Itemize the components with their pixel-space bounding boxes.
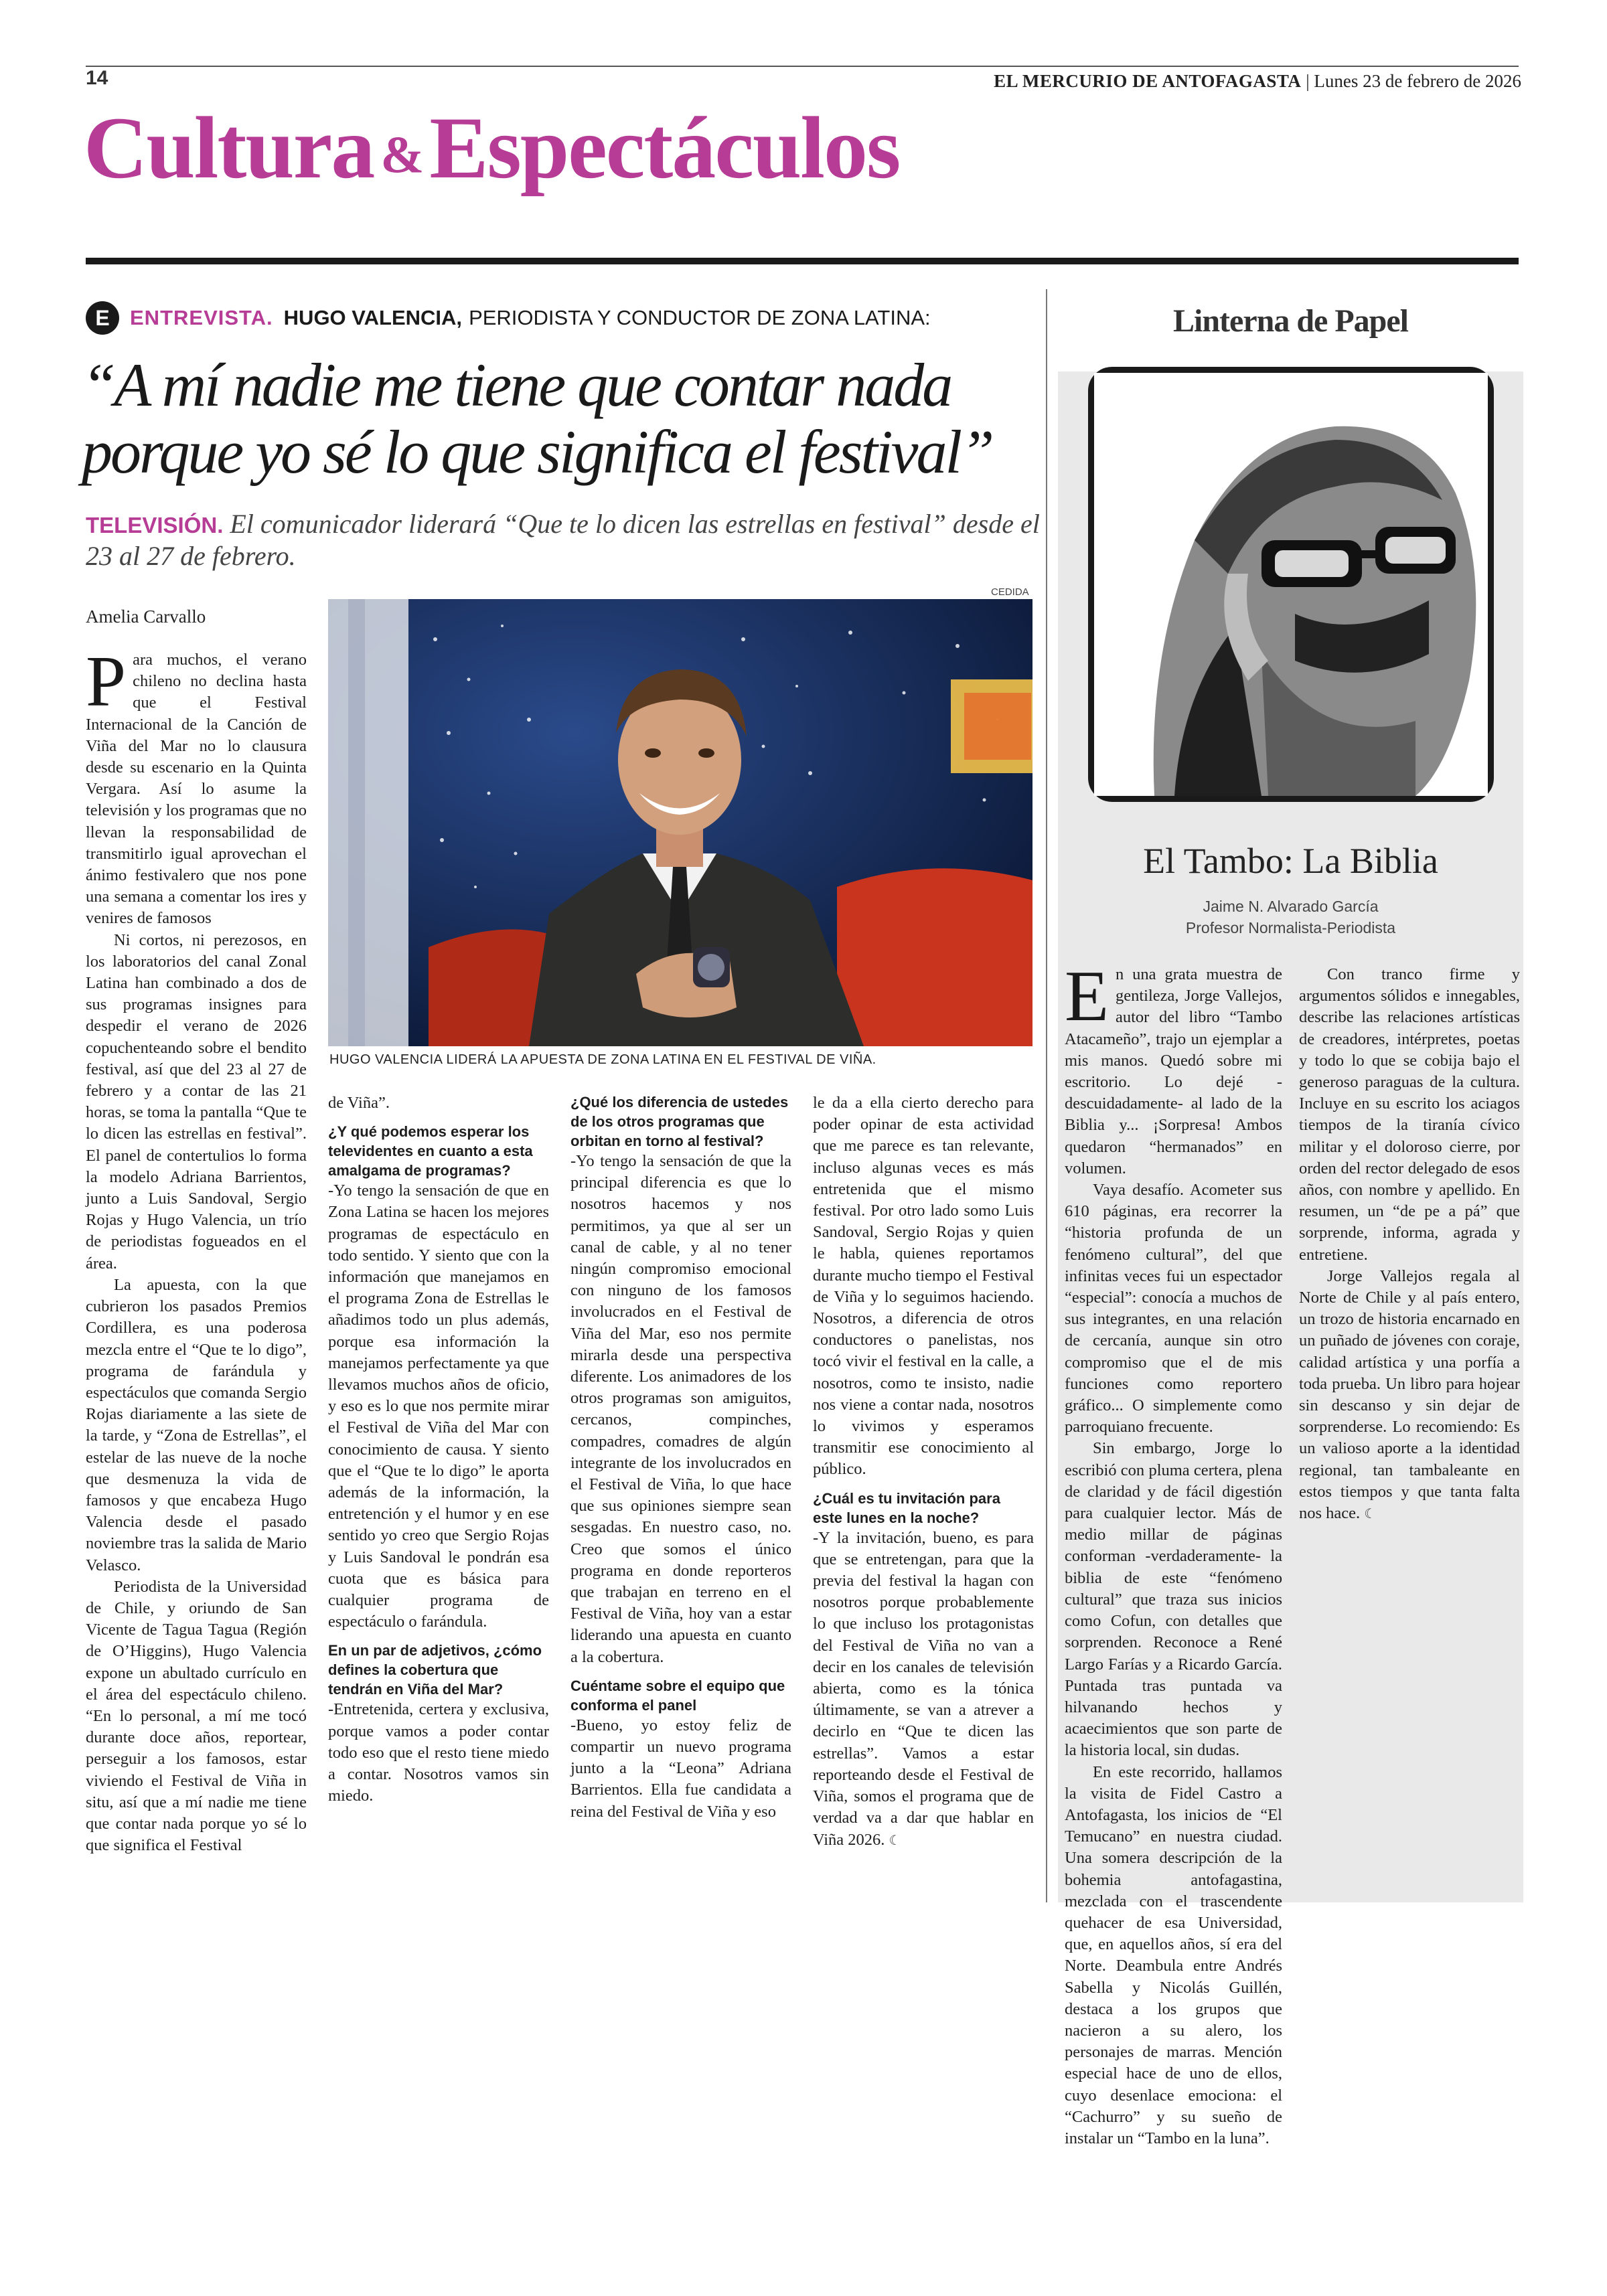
interview-answer: -Bueno, yo estoy feliz de compartir un nuevo programa junto a la “Leona” Adriana Barrientos. Ella fue candidata a reina del Festival de Viña y eso <box>570 1716 791 1821</box>
masthead <box>994 71 1521 92</box>
sidebar-headline: El Tambo: La Biblia <box>1143 841 1438 881</box>
interview-photo-illustration <box>328 599 1032 1046</box>
paragraph: Vaya desafío. Acometer sus 610 páginas, era recorrer la “historia profunda de un fenómeno cultural”, del que infinitas veces fui un espectador “especial”: conocía a muchos de sus integrantes, en una relación de cercanía, aunque sin otro compromiso que el de mis funciones como reportero gráfico... O simplemente como parroquiano frecuente. <box>1065 1181 1282 1437</box>
article-column-3 <box>570 1092 791 1902</box>
paragraph: Con tranco firme y argumentos sólidos e innegables, describe las relaciones artísticas de creadores, intérpretes, poetas y todo lo que se cobija bajo el generoso paraguas de la cultura. Incluye en su escrito los aciagos tiempos de la tiranía cívico militar y el doloroso cierre, por orden del rector delegado de esos años, con nombre y apellido. En resumen, un “de pe a pá” que sorprende, informa, agrada y entretiene. <box>1299 965 1520 1264</box>
paragraph: ara muchos, el verano chileno no declina hasta que el Festival Internacional de la Canción de Viña del Mar no lo clausura desde su escenario en la Quinta Vergara. Así lo asume la televisión y los programas que no llevan la responsabilidad de transmitirlo igual aprovechan el ánimo festivalero que nos pone una semana a comentar los ires y venires de famosos <box>86 651 307 928</box>
sidebar-column-1 <box>1065 957 1282 2147</box>
article-column-4 <box>813 1092 1034 1902</box>
interview-question: ¿Qué los diferencia de ustedes de los otros programas que orbitan en torno al festival? <box>570 1094 789 1149</box>
column-divider <box>1046 289 1047 1902</box>
interview-question: En un par de adjetivos, ¿cómo defines la cobertura que tendrán en Viña del Mar? <box>328 1642 542 1698</box>
masthead-separator: | <box>1306 71 1314 91</box>
interview-answer: -Yo tengo la sensación de que la principal diferencia es que lo nosotros hacemos y nos permitimos, ya que al ser un canal de cable, y al no tener ningún compromiso emocional con ninguno de los famosos involucrados en el Festival de Viña del Mar, eso nos permite mirarla desde una perspectiva diferente. Los animadores de los otros programas son amiguitos, cercanos, compinches, compadres, comadres de algún integrante de los involucrados en el Festival de Viña, lo que hace que sus opiniones siempre sean sesgadas. En nuestro caso, no. Creo que somos el único programa en donde reporteros que trabajan en terreno en el Festival de Viña, hoy van a estar liderando una apuesta en cuanto a la cobertura. <box>570 1152 791 1666</box>
photo-credit: CEDIDA <box>991 586 1029 598</box>
article-subhead <box>86 509 1063 572</box>
article-headline: “A mí nadie me tiene que contar nada porque yo sé lo que significa el festival” <box>82 351 993 486</box>
subhead-label: TELEVISIÓN. <box>86 513 224 538</box>
paragraph: de Viña”. <box>328 1094 390 1112</box>
paragraph: En este recorrido, hallamos la visita de Fidel Castro a Antofagasta, los inicios de “El Temucano” en nuestra ciudad. Una somera descripción de la bohemia antofagastina, mezclada con el trascendente quehacer de esa Universidad, que, en aquellos años, sí era del Norte. Deambula entre Andrés Sabella y Nicolás Guillén, destaca a los grupos que nacieron a su alero, los personajes de marras. Mención especial hace de uno de ellos, cuyo desenlace emociona: el “Cachurro” y su sueño de instalar un “Tambo en la luna”. <box>1065 1762 1282 2147</box>
kicker-name: HUGO VALENCIA, <box>283 306 463 329</box>
paragraph-text: Jorge Vallejos regala al Norte de Chile y al país entero, un trozo de historia encarnado en un puñado de jóvenes con coraje, calidad artística y una porfía a toda prueba. Un libro para hojear sin descanso y sin dejar de sorprenderse. Lo recomiendo: Es un valioso aporte a la identidad regional, tan tambaleante en estos tiempos y que tanta falta nos hace. <box>1299 1266 1520 1523</box>
portrait-illustration <box>1094 373 1488 796</box>
byline: Amelia Carvallo <box>86 606 206 627</box>
interview-question: ¿Cuál es tu invitación para este lunes en la noche? <box>813 1489 1000 1526</box>
paragraph: Sin embargo, Jorge lo escribió con pluma certera, plena de claridad y de fácil digestión para cualquier lector. Más de medio millar de páginas conforman -verdaderamente- la biblia de este “fenómeno cultural” que traza sus inicios como Cofun, con detalles que sorprenden. Reconoce a René Largo Farías y a Ricardo García. Puntada tras puntada va hilvanando hechos y acaecimientos que son parte de la historia local, sin dudas. <box>1065 1439 1282 1760</box>
interview-answer: -Entretenida, certera y exclusiva, porque vamos a poder contar todo eso que el resto tiene miedo a contar. Nosotros vamos sin miedo. <box>328 1700 549 1805</box>
paragraph: n una grata muestra de gentileza, Jorge Vallejos, autor del libro “Tambo Atacameño”, trajo un ejemplar a mis manos. Quedó sobre mi escritorio. Lo dejé -descuidadamente- al lado de la Biblia y... ¡Sorpresa! Ambos quedaron “hermanados” en volumen. <box>1065 965 1282 1177</box>
page-number: 14 <box>86 67 108 89</box>
sidebar-drop-cap: E <box>1065 957 1109 1036</box>
end-mark-icon: ☾ <box>1364 1505 1377 1522</box>
paragraph: Ni cortos, ni perezosos, en los laboratorios del canal Zonal Latina han combinado a dos de sus programas insignes para despedir el verano de 2026 copuchenteando sobre el bendito festival, así que del 23 al 27 de febrero y a contar de las 21 horas, se toma la pantalla “Que te lo dicen las estrellas en festival”. El panel de contertulios lo forma la modelo Adriana Barrientos, junto a Luis Sandoval, Sergio Rojas y Hugo Valencia, un trío de periodistas fogueados en el área. <box>86 930 307 1273</box>
header-rule <box>86 66 1519 67</box>
interview-answer-continued: le da a ella cierto derecho para poder opinar de esta actividad que me parece es tan relevante, incluso algunas veces es más entretenida que el mismo festival. Por otro lado somo Luis Sandoval, Sergio Rojas y quien le habla, quienes reportamos durante mucho tiempo el Festival de Viña y lo seguimos haciendo. Nosotros, a diferencia de otros conductores o panelistas, nos tocó vivir el festival en la calle, a nosotros, como te insisto, nadie nos viene a contar nada, nosotros lo vivimos y esperamos transmitir ese conocimiento al público. <box>813 1094 1034 1479</box>
end-mark-icon: ☾ <box>889 1831 901 1848</box>
answer-text: -Y la invitación, bueno, es para que se entretengan, para que la previa del festival la hagan con nosotros porque probablemente lo que incluso los protagonistas del Festival de Viña no van a decir en los canales de televisión abierta, como es la tónica últimamente, se van a atrever a decirlo en “Que te dicen las estrellas”. Vamos a estar reporteando desde el Festival de Viña, somos el programa que de verdad va a dar que hablar en Viña 2026. <box>813 1528 1034 1849</box>
interview-question: ¿Y qué podemos esperar los televidentes en cuanto a esta amalgama de programas? <box>328 1123 533 1179</box>
subhead-text: El comunicador liderará “Que te lo dicen las estrellas en festival” desde el 23 al 27 de febrero. <box>86 509 1040 571</box>
author-role: Profesor Normalista-Periodista <box>1185 919 1396 936</box>
interview-question: Cuéntame sobre el equipo que conforma el panel <box>570 1677 785 1714</box>
sidebar-author-block <box>1058 896 1523 938</box>
publication-name: EL MERCURIO DE ANTOFAGASTA <box>994 71 1302 91</box>
section-title-amp: & <box>380 125 423 183</box>
interview-answer: -Yo tengo la sensación de que en Zona Latina se hacen los mejores programas de espectáculo en todo sentido. Y siento que con la información que manejamos en el programa Zona de Estrellas le añadimos todo un plus además, porque esa información la manejamos perfectamente ya que llevamos muchos años de oficio, y eso es lo que nos permite mirar el Festival de Viña del Mar con conocimiento de causa. Y siento que el “Que te lo digo” le aporta además de la información, la entretención y el humor y en ese sentido yo creo que Sergio Rojas y Luis Sandoval le pondrán esa cuota que es básica para cualquier programa de espectáculo o farándula. <box>328 1181 549 1631</box>
sidebar-column-title: Linterna de Papel <box>1173 303 1408 339</box>
article-photo <box>328 599 1032 1046</box>
kicker-label: ENTREVISTA. <box>130 306 273 329</box>
author-name: Jaime N. Alvarado García <box>1203 898 1379 915</box>
article-kicker <box>86 301 931 335</box>
article-column-1 <box>86 642 307 1901</box>
drop-cap: P <box>86 642 127 722</box>
interview-answer <box>813 1528 1034 1851</box>
kicker-role: PERIODISTA Y CONDUCTOR DE ZONA LATINA: <box>469 306 931 329</box>
paragraph: Periodista de la Universidad de Chile, y oriundo de San Vicente de Tagua Tagua (Región de O’Higgins), Hugo Valencia expone un abultado currículo en el área del espectáculo chileno. “En lo personal, a mí me tocó durante doce años, reportear, perseguir a los famosos, estar viviendo el Festival de Viña in situ, así que a mí nadie me tiene que contar nada porque yo sé lo que significa el Festival <box>86 1577 307 1855</box>
section-title-part2: Espectáculos <box>429 98 900 197</box>
paragraph: La apuesta, con la que cubrieron los pasados Premios Cordillera, es una poderosa mezcla entre el “Que te lo digo”, programa de farándula y espectáculos que comanda Sergio Rojas diariamente a las siete de la tarde, y “Zona de Estrellas”, el estelar de las nueve de la noche que desmenuza la vida de famosos y que encabeza Hugo Valencia desde el pasado noviembre tras la salida de Mario Velasco. <box>86 1275 307 1574</box>
section-title <box>84 98 900 197</box>
section-title-part1: Cultura <box>84 98 374 197</box>
interview-badge-icon: E <box>86 301 119 335</box>
section-rule <box>86 258 1519 264</box>
sidebar-column-2 <box>1299 964 1520 1901</box>
photo-caption: HUGO VALENCIA LIDERÁ LA APUESTA DE ZONA LATINA EN EL FESTIVAL DE VIÑA. <box>329 1052 876 1067</box>
article-column-2 <box>328 1092 549 1902</box>
publication-date: Lunes 23 de febrero de 2026 <box>1314 71 1521 91</box>
author-portrait <box>1088 367 1494 802</box>
paragraph <box>1299 1266 1520 1524</box>
